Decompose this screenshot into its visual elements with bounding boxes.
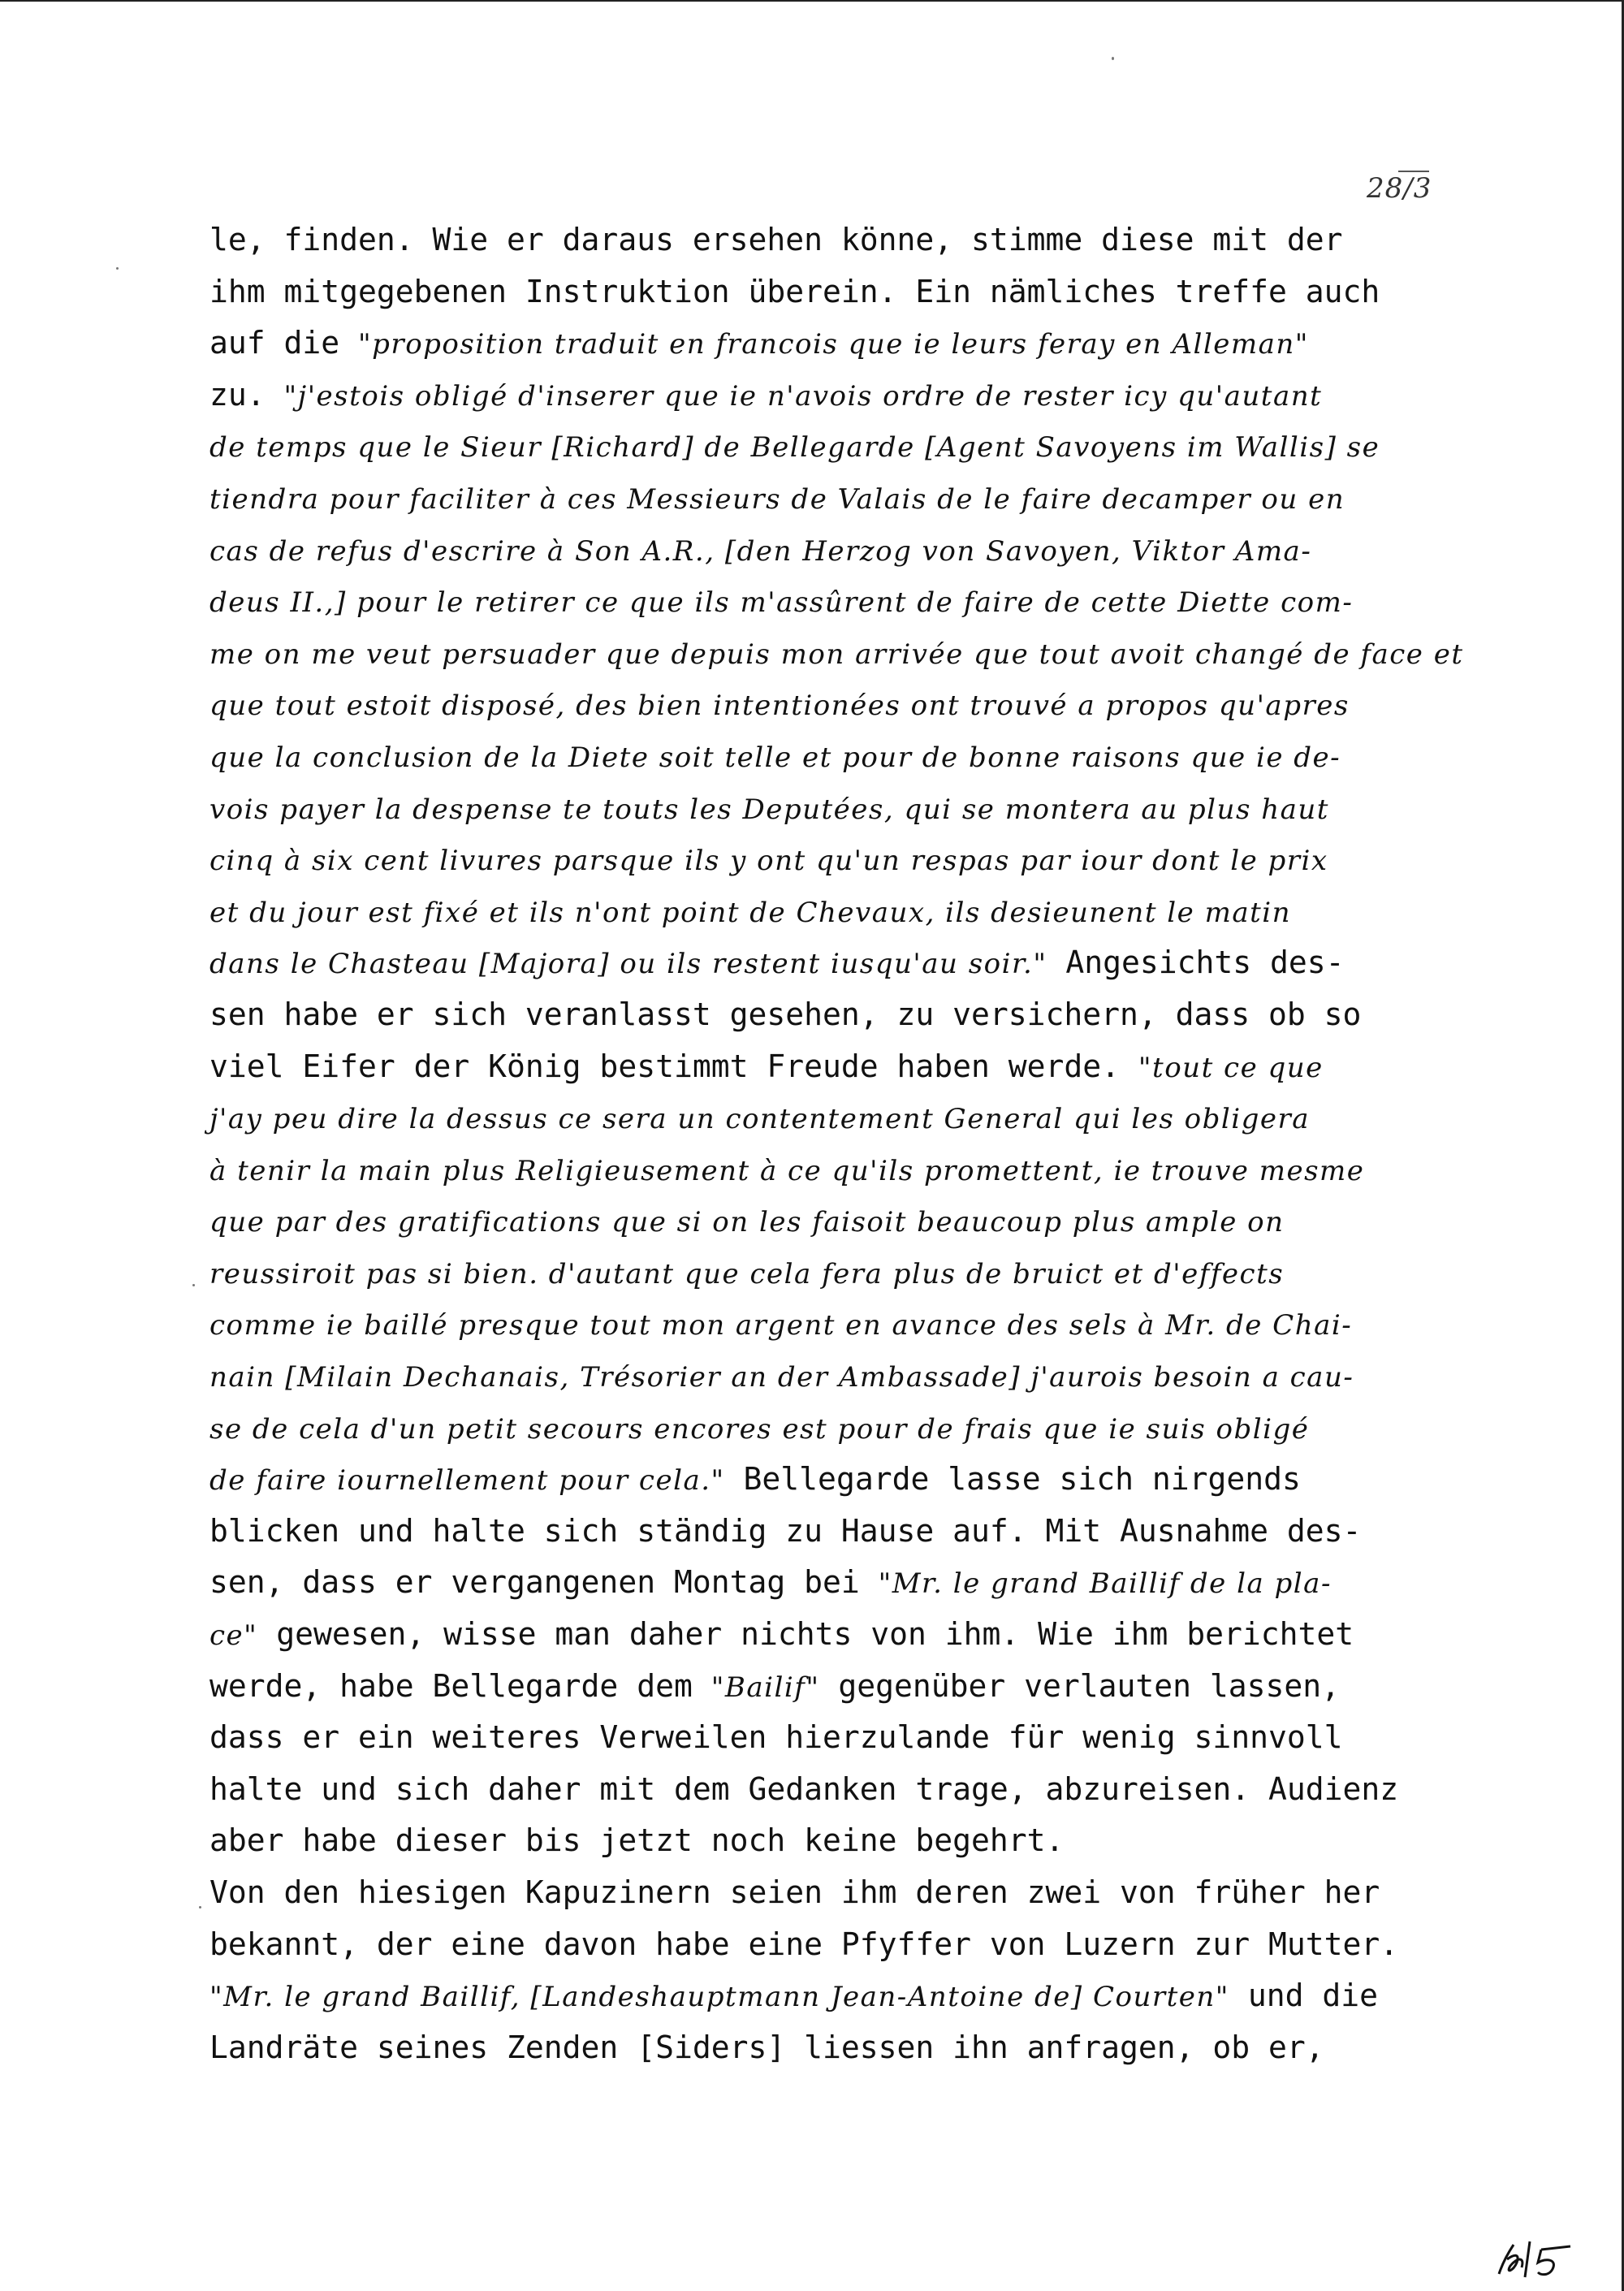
text-line [209, 1815, 1509, 1867]
text-line [209, 1351, 1509, 1403]
text-line [209, 1867, 1509, 1919]
scan-speck [116, 267, 119, 270]
quoted-french-text: "proposition traduit en francois que ie leurs feray en Alleman" [358, 328, 1309, 361]
text-line [209, 989, 1509, 1041]
text-line [209, 731, 1509, 783]
quoted-french-text: ce" [209, 1619, 258, 1653]
text-line [209, 525, 1509, 577]
body-text: blicken und halte sich ständig zu Hause auf. Mit Ausnahme des- [209, 1512, 1362, 1549]
body-text: zu. [209, 376, 284, 413]
scan-top-edge [0, 0, 1624, 2]
quoted-french-text: nain [Milain Dechanais, Trésorier an der Ambassade] j'aurois besoin a cau- [209, 1361, 1354, 1394]
page-number: 28/3 [1367, 172, 1432, 205]
text-line [209, 834, 1509, 886]
body-text: gewesen, wisse man daher nichts von ihm. Wie ihm berichtet [257, 1616, 1354, 1653]
body-text: werde, habe Bellegarde dem [209, 1667, 711, 1704]
handwritten-signature [1492, 2235, 1582, 2280]
text-line [209, 1609, 1509, 1661]
quoted-french-text: que la conclusion de la Diete soit telle et pour de bonne raisons que ie de- [209, 741, 1341, 774]
text-line [209, 266, 1509, 318]
body-text: Angesichts des- [1047, 944, 1345, 981]
text-line [209, 937, 1509, 989]
text-line [209, 783, 1509, 835]
text-line [209, 1092, 1509, 1144]
body-text: dass er ein weiteres Verweilen hierzulande für wenig sinnvoll [209, 1719, 1343, 1756]
body-text: sen habe er sich veranlasst gesehen, zu versichern, dass ob so [209, 996, 1362, 1032]
quoted-french-text: comme ie baillé presque tout mon argent en avance des sels à Mr. de Chai- [209, 1309, 1353, 1342]
body-text: aber habe dieser bis jetzt noch keine begehrt. [209, 1822, 1065, 1859]
quoted-french-text: tiendra pour faciliter à ces Messieurs de Valais de le faire decamper ou en [209, 482, 1345, 516]
text-line [209, 1764, 1509, 1816]
scan-speck [199, 1906, 201, 1908]
text-line [209, 886, 1509, 938]
quoted-french-text: cas de refus d'escrire à Son A.R., [den Herzog von Savoyen, Viktor Ama- [209, 534, 1312, 568]
text-line [209, 1195, 1509, 1247]
text-line [209, 1661, 1509, 1713]
quoted-french-text: "Mr. le grand Baillif de la pla- [878, 1567, 1332, 1601]
text-line [209, 1299, 1509, 1351]
body-text: gegenüber verlauten lassen, [819, 1667, 1341, 1704]
text-line [209, 1970, 1509, 2022]
text-line [209, 1403, 1509, 1455]
text-line [209, 1557, 1509, 1609]
text-line [209, 214, 1509, 266]
quoted-french-text: me on me veut persuader que depuis mon arrivée que tout avoit changé de face et [209, 638, 1464, 671]
body-text: sen, dass er vergangenen Montag bei [209, 1564, 879, 1601]
quoted-french-text: "Bailif" [710, 1671, 820, 1704]
quoted-french-text: "Mr. le grand Baillif, [Landeshauptmann Jean-Antoine de] Courten" [209, 1981, 1229, 2014]
quoted-french-text: que tout estoit disposé, des bien intentionées ont trouvé a propos qu'apres [209, 689, 1350, 723]
body-text: viel Eifer der König bestimmt Freude haben werde. [209, 1048, 1138, 1084]
document-body [209, 214, 1509, 2073]
quoted-french-text: "tout ce que [1138, 1051, 1324, 1084]
text-line [209, 2022, 1509, 2074]
body-text: halte und sich daher mit dem Gedanken trage, abzureisen. Audienz [209, 1770, 1399, 1807]
quoted-french-text: dans le Chasteau [Majora] ou ils restent iusqu'au soir." [209, 948, 1047, 981]
text-line [209, 1247, 1509, 1299]
body-text: ihm mitgegebenen Instruktion überein. Ein nämliches treffe auch [209, 273, 1380, 309]
quoted-french-text: se de cela d'un petit secours encores est pour de frais que ie suis obligé [209, 1412, 1310, 1446]
quoted-french-text: de faire iournellement pour cela." [209, 1464, 725, 1498]
text-line [209, 1712, 1509, 1764]
quoted-french-text: à tenir la main plus Religieusement à ce qu'ils promettent, ie trouve mesme [209, 1154, 1365, 1187]
text-line [209, 1041, 1509, 1093]
quoted-french-text: vois payer la despense te touts les Deputées, qui se montera au plus haut [209, 793, 1329, 826]
text-line [209, 1506, 1509, 1558]
text-line [209, 679, 1509, 731]
text-line [209, 1144, 1509, 1196]
text-line [209, 473, 1509, 525]
body-text: und die [1229, 1978, 1378, 2014]
body-text: Von den hiesigen Kapuzinern seien ihm deren zwei von früher her [209, 1874, 1380, 1910]
quoted-french-text: et du jour est fixé et ils n'ont point de Chevaux, ils desieunent le matin [209, 896, 1292, 929]
scan-speck [1112, 57, 1114, 60]
text-line [209, 421, 1509, 473]
text-line [209, 576, 1509, 628]
quoted-french-text: que par des gratifications que si on les faisoit beaucoup plus ample on [209, 1206, 1285, 1239]
quoted-french-text: j'ay peu dire la dessus ce sera un contentement General qui les obligera [209, 1103, 1311, 1136]
text-line [209, 628, 1509, 680]
body-text: le, finden. Wie er daraus ersehen könne, stimme diese mit der [209, 222, 1343, 257]
quoted-french-text: "j'estois obligé d'inserer que ie n'avois ordre de rester icy qu'autant [283, 379, 1323, 413]
body-text: bekannt, der eine davon habe eine Pfyffer von Luzern zur Mutter. [209, 1926, 1399, 1962]
quoted-french-text: reussiroit pas si bien. d'autant que cela fera plus de bruict et d'effects [209, 1257, 1285, 1290]
text-line [209, 318, 1509, 370]
body-text: auf die [209, 325, 359, 361]
scan-speck [192, 1284, 195, 1286]
body-text: Landräte seines Zenden [Siders] liessen ihn anfragen, ob er, [209, 2029, 1324, 2065]
quoted-french-text: de temps que le Sieur [Richard] de Bellegarde [Agent Savoyens im Wallis] se [209, 431, 1380, 465]
text-line [209, 1454, 1509, 1506]
quoted-french-text: cinq à six cent livures parsque ils y ont qu'un respas par iour dont le prix [209, 845, 1328, 878]
quoted-french-text: deus II.,] pour le retirer ce que ils m'assûrent de faire de cette Diette com- [209, 586, 1354, 620]
text-line [209, 1919, 1509, 1971]
text-line [209, 370, 1509, 421]
body-text: Bellegarde lasse sich nirgends [724, 1461, 1301, 1498]
